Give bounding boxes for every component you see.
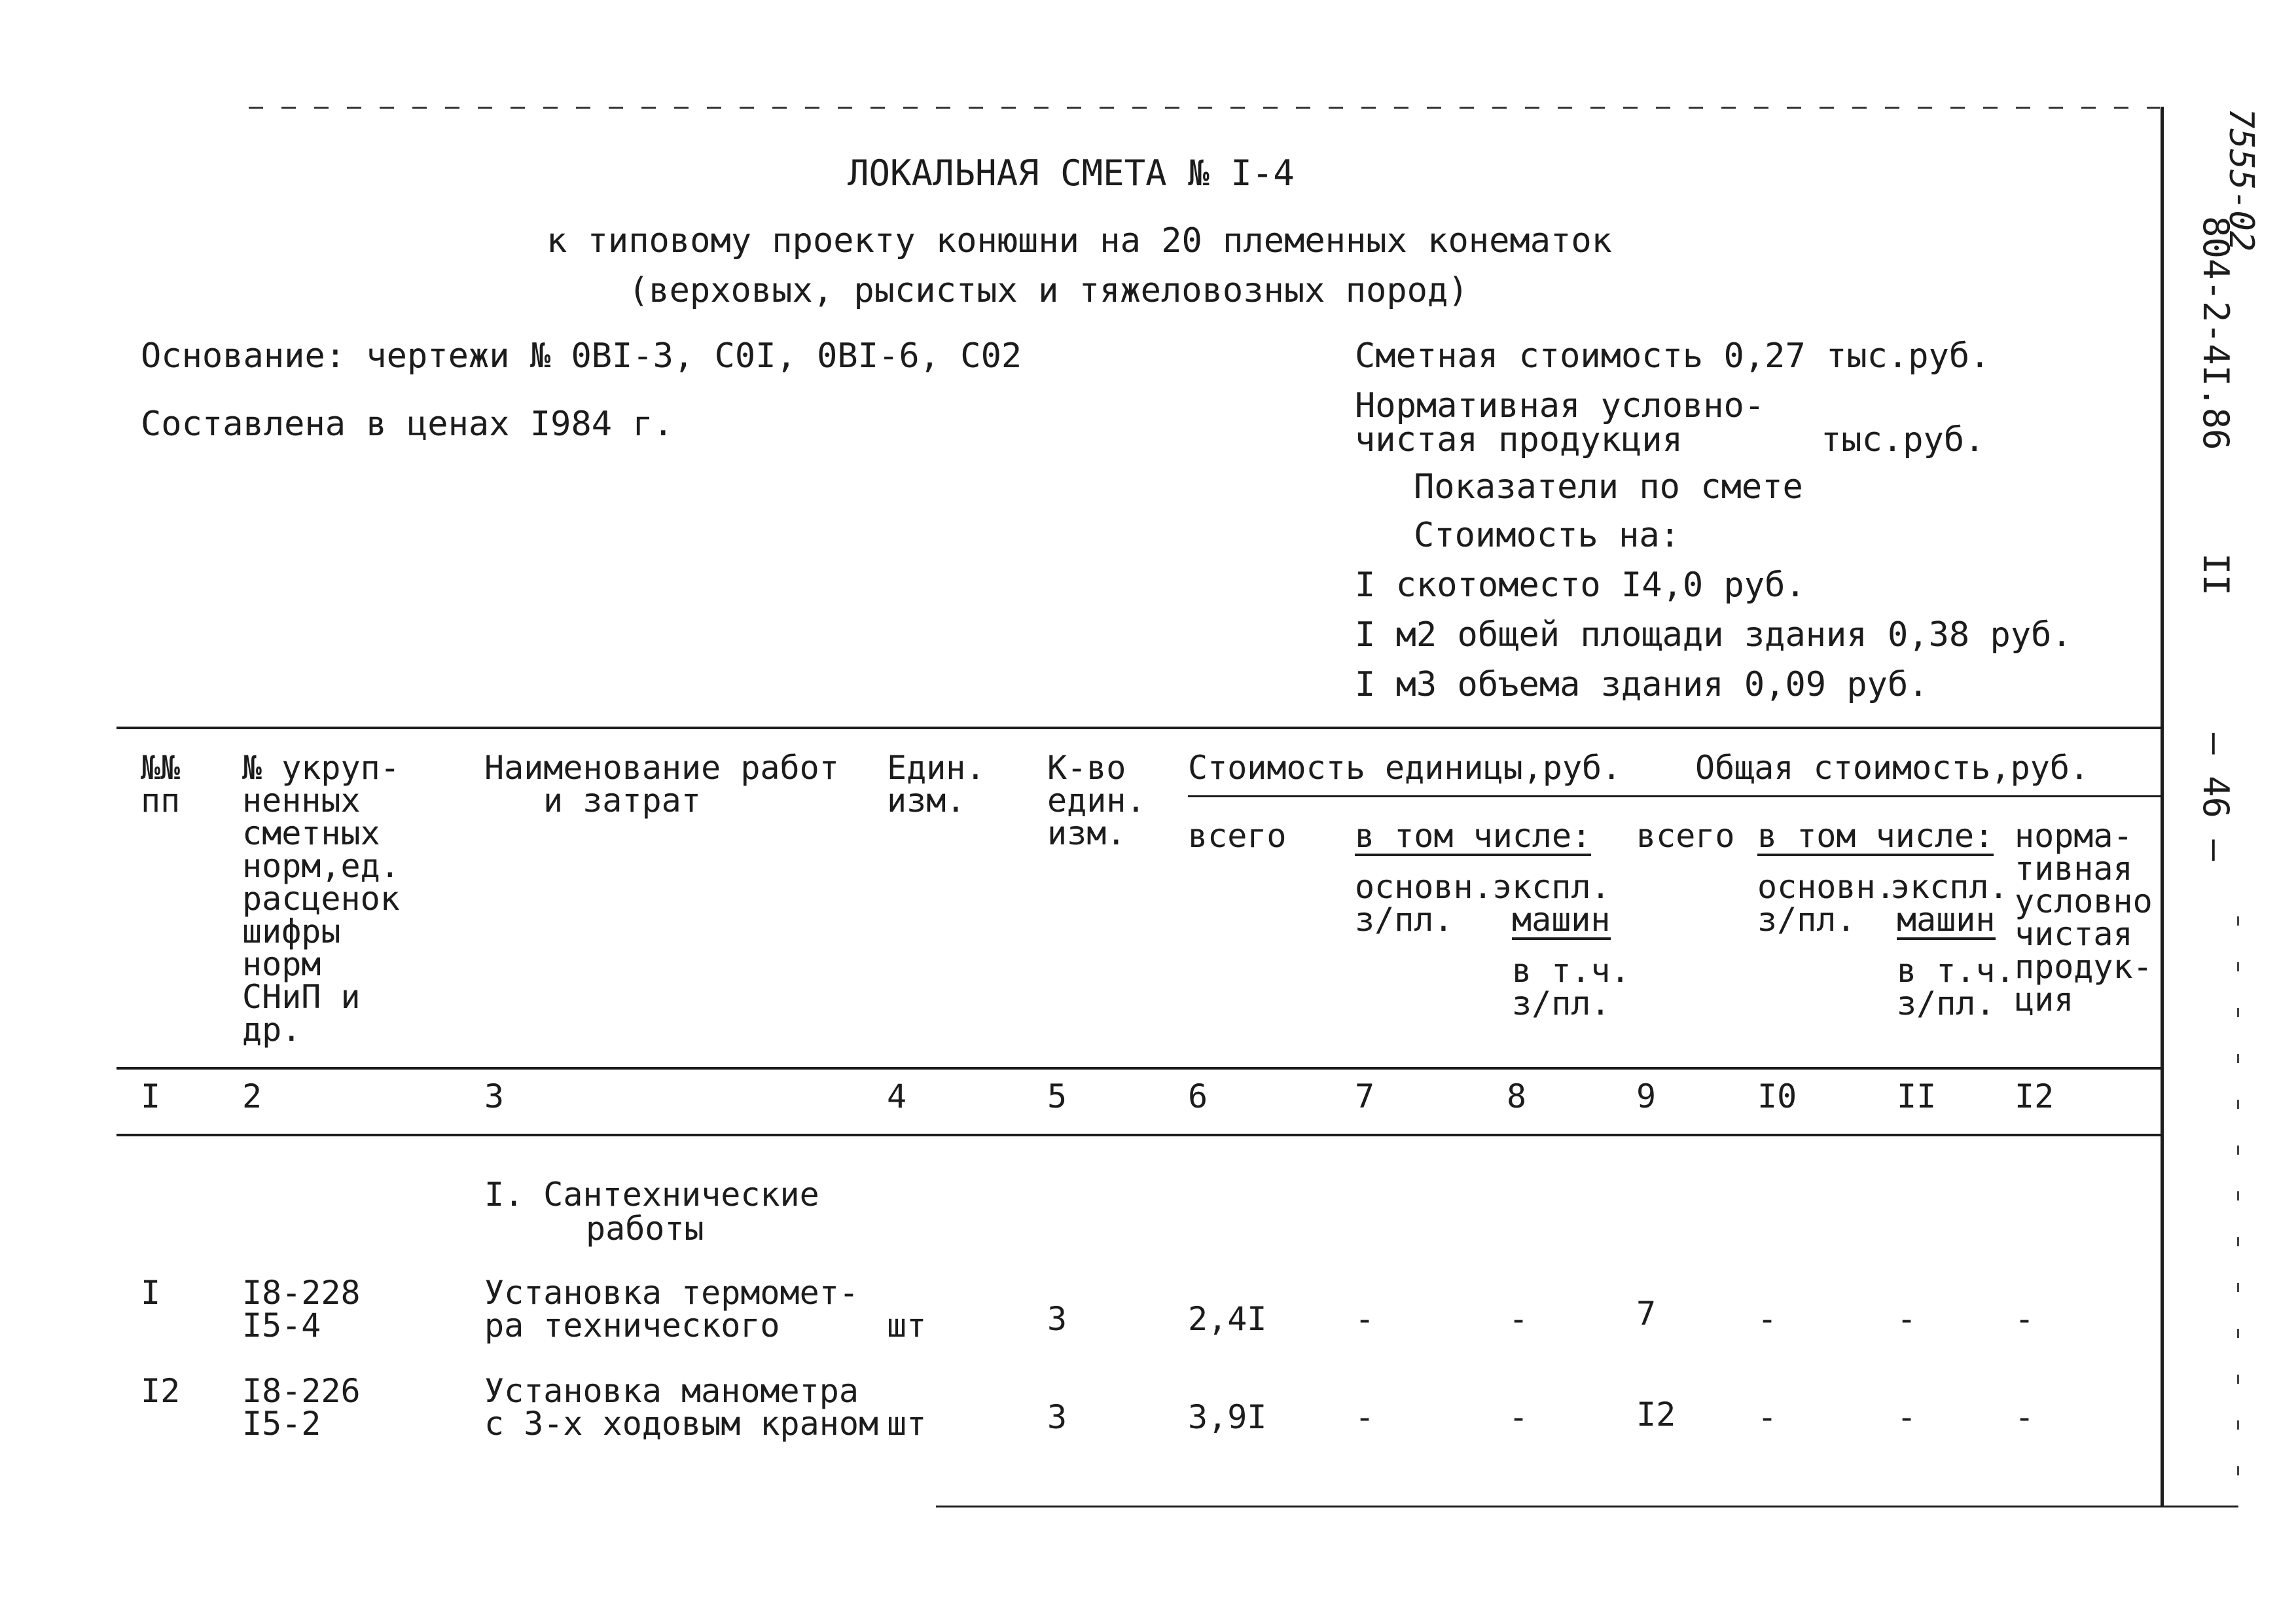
- table-row-total-machine: -: [1897, 1300, 1917, 1338]
- table-row-unit-total: 2,4I: [1188, 1300, 1267, 1338]
- indicators-title: Показатели по смете: [1414, 467, 1803, 507]
- header-total-including: в том числе:: [1757, 817, 1994, 855]
- table-row-total-machine: -: [1897, 1398, 1917, 1436]
- normative-unit: тыс.руб.: [1821, 420, 1985, 460]
- cost-per-m3: I м3 объема здания 0,09 руб.: [1355, 665, 1929, 704]
- colnum-6: 6: [1188, 1077, 1208, 1115]
- header-total-machine-1: экспл.: [1890, 868, 2009, 906]
- header-unit: Един. изм.: [887, 749, 986, 820]
- table-row-unit: шт: [887, 1405, 927, 1443]
- table-row-normative: -: [2015, 1300, 2035, 1338]
- handwritten-code: 7555-02: [2221, 108, 2261, 252]
- table-top-rule: [117, 727, 2162, 729]
- cost-per-stall: I скотоместо I4,0 руб.: [1355, 566, 1806, 605]
- header-norm-codes: № укруп- ненных сметных норм,ед. расценок шифры норм СНиП и др.: [242, 749, 400, 1049]
- table-row-codes: I8-228 I5-4: [242, 1274, 361, 1344]
- header-quantity: К-во един. изм.: [1047, 749, 1146, 852]
- colnum-5: 5: [1047, 1077, 1067, 1115]
- table-row-qty: 3: [1047, 1300, 1067, 1338]
- cost-on-label: Стоимость на:: [1414, 516, 1680, 555]
- subtitle-line-2: (верховых, рысистых и тяжеловозных пород): [628, 271, 1469, 310]
- header-total-machine-2: машин: [1897, 901, 1996, 939]
- header-unit-cost: Стоимость единицы,руб.: [1188, 749, 1622, 787]
- table-row-number: I2: [141, 1372, 181, 1410]
- top-dashed-line: [249, 107, 2160, 109]
- table-bottom-rule: [936, 1506, 2238, 1507]
- colnum-4: 4: [887, 1077, 907, 1115]
- section-title-2: работы: [586, 1210, 704, 1248]
- header-unit-basic-wage: основн. з/пл.: [1355, 868, 1493, 939]
- column-number-rule: [117, 1134, 2162, 1136]
- header-unit-machine-wage: в т.ч. з/пл.: [1512, 952, 1630, 1022]
- section-title-1: I. Сантехнические: [484, 1176, 819, 1214]
- colnum-7: 7: [1355, 1077, 1375, 1115]
- table-row-unit-machine: -: [1509, 1398, 1529, 1436]
- table-row-total: 7: [1636, 1295, 1657, 1333]
- basis-prices: Составлена в ценах I984 г.: [141, 405, 673, 444]
- header-work-name-1: Наименование работ: [484, 749, 839, 787]
- table-row-number: I: [141, 1274, 161, 1312]
- table-row-unit-machine: -: [1509, 1300, 1529, 1338]
- colnum-1: I: [141, 1077, 161, 1115]
- table-row-name: Установка манометра с 3-х ходовым краном: [484, 1372, 879, 1443]
- album-number: II: [2195, 553, 2236, 596]
- header-unit-machine-2: машин: [1512, 901, 1611, 939]
- page-title: ЛОКАЛЬНАЯ СМЕТА № I-4: [848, 153, 1295, 194]
- basis-drawings: Основание: чертежи № 0BI-3, C0I, 0BI-6, C02: [141, 336, 1022, 376]
- header-row-number: №№ пп: [141, 749, 181, 820]
- header-work-name-2: и затрат: [543, 782, 701, 820]
- header-total-basic-wage: основн. з/пл.: [1757, 868, 1895, 939]
- table-row-unit-wage: -: [1355, 1398, 1375, 1436]
- table-row-total-wage: -: [1757, 1398, 1778, 1436]
- right-border-line: [2161, 107, 2164, 1507]
- header-unit-including: в том числе:: [1355, 817, 1592, 855]
- normative-label-1: Нормативная условно-: [1355, 386, 1765, 425]
- header-total-all: всего: [1636, 817, 1735, 855]
- colnum-3: 3: [484, 1077, 505, 1115]
- table-row-unit-total: 3,9I: [1188, 1398, 1267, 1436]
- header-normative-product: норма- тивная условно чистая продук- ция: [2015, 817, 2153, 1019]
- colnum-9: 9: [1636, 1077, 1657, 1115]
- header-unit-all: всего: [1188, 817, 1287, 855]
- table-row-unit: шт: [887, 1307, 927, 1344]
- document-code: 804-2-4I.86: [2195, 216, 2236, 450]
- page-number: — 46 —: [2195, 733, 2236, 861]
- header-bottom-rule: [117, 1067, 2162, 1070]
- header-total-cost: Общая стоимость,руб.: [1695, 749, 2090, 787]
- cost-per-m2: I м2 общей площади здания 0,38 руб.: [1355, 615, 2072, 655]
- normative-label-2: чистая продукция: [1355, 420, 1683, 460]
- subtitle-line-1: к типовому проекту конюшни на 20 племенных конематок: [547, 221, 1612, 261]
- colnum-12: I2: [2015, 1077, 2054, 1115]
- cost-group-rule: [1188, 795, 2162, 797]
- colnum-10: I0: [1757, 1077, 1797, 1115]
- table-row-codes: I8-226 I5-2: [242, 1372, 361, 1443]
- table-row-name: Установка термомет- ра технического: [484, 1274, 859, 1344]
- table-row-total: I2: [1636, 1396, 1676, 1434]
- colnum-2: 2: [242, 1077, 262, 1115]
- header-total-machine-wage: в т.ч. з/пл.: [1897, 952, 2015, 1022]
- table-row-qty: 3: [1047, 1398, 1067, 1436]
- colnum-8: 8: [1507, 1077, 1527, 1115]
- right-margin-dashes: [2237, 916, 2239, 1506]
- table-row-total-wage: -: [1757, 1300, 1778, 1338]
- estimated-cost: Сметная стоимость 0,27 тыс.руб.: [1355, 336, 1990, 376]
- table-row-unit-wage: -: [1355, 1300, 1375, 1338]
- colnum-11: II: [1897, 1077, 1937, 1115]
- table-row-normative: -: [2015, 1398, 2035, 1436]
- header-unit-machine-1: экспл.: [1492, 868, 1611, 906]
